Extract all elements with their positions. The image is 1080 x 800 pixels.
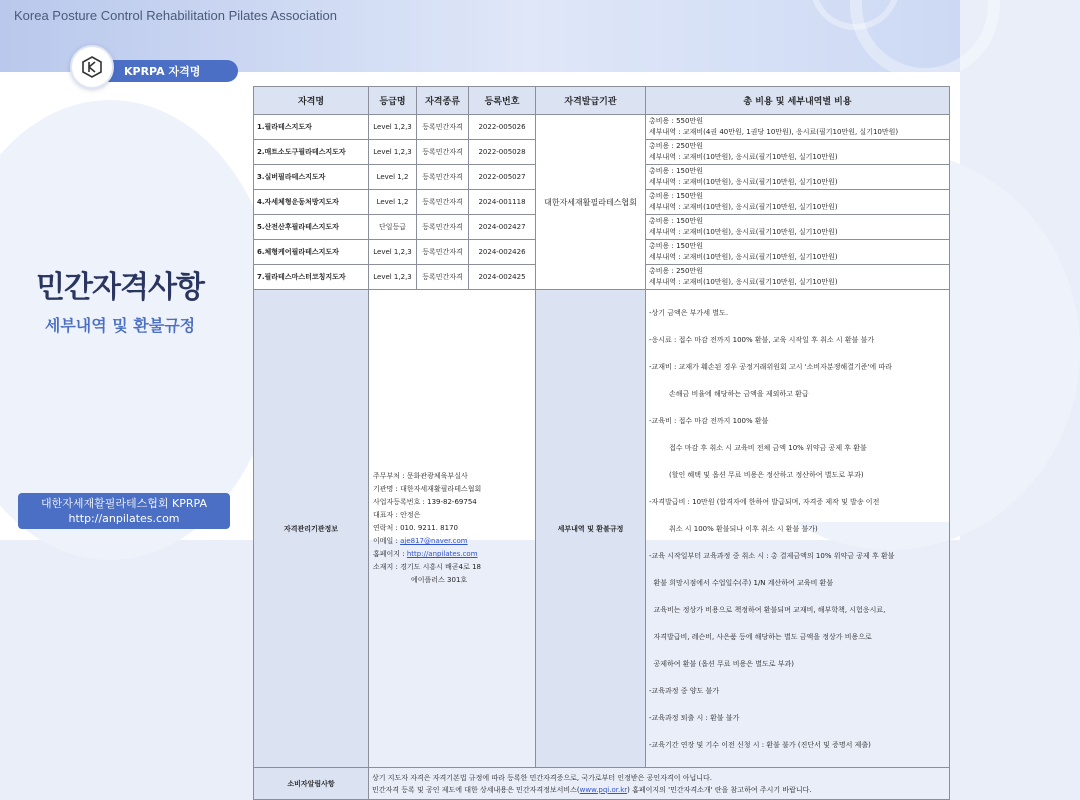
issuer-cell: 대한자세재활필라테스협회 [536, 115, 646, 290]
cost-detail: 세부내역 : 교재비(10만원), 응시료(필기10만원, 실기10만원) [649, 253, 838, 261]
cost-total: 총비용 : 150만원 [649, 242, 703, 250]
refund-line: 교육비는 정상가 비용으로 책정하여 환불되며 교재비, 해부학책, 시험응시료, [649, 606, 886, 614]
refund-line: (할인 혜택 및 옵션 무료 비용은 정산하고 정산하여 별도로 부과) [649, 471, 864, 479]
cost-cell [646, 215, 950, 240]
consumer-label: 소비자알림사항 [254, 768, 369, 800]
registration-cell: 2022-005027 [469, 165, 536, 190]
cost-cell [646, 165, 950, 190]
table-header-row [254, 87, 950, 115]
refund-line: 손해금 비율에 해당하는 금액을 제외하고 환급 [649, 390, 809, 398]
footer-org: 대한자세재활필라테스협회 KPRPA [41, 497, 207, 510]
cost-cell [646, 240, 950, 265]
kprpa-badge [92, 60, 238, 82]
cost-total: 총비용 : 250만원 [649, 267, 703, 275]
cost-total: 총비용 : 250만원 [649, 142, 703, 150]
cost-cell [646, 140, 950, 165]
registration-cell: 2024-002425 [469, 265, 536, 290]
agency-info-cell [369, 290, 536, 768]
consumer-notice-line [372, 784, 946, 796]
header-cell: 등급명 [369, 87, 417, 115]
consumer-text: 민간자격 등록 및 공인 제도에 대한 상세내용은 민간자격정보서비스( [372, 785, 580, 794]
cost-detail: 세부내역 : 교재비(10만원), 응시료(필기10만원, 실기10만원) [649, 203, 838, 211]
cost-detail: 세부내역 : 교재비(4권 40만원, 1권당 10만원), 응시료(필기10만원, 실기10만원) [649, 128, 899, 136]
registration-cell: 2022-005026 [469, 115, 536, 140]
type-cell: 등록민간자격 [417, 165, 469, 190]
agency-info-line: 기관명 : 대한자세재활필라테스협회 [373, 485, 482, 493]
cost-cell [646, 190, 950, 215]
registration-cell: 2024-002427 [469, 215, 536, 240]
page-title: 민간자격사항 [36, 270, 204, 305]
header-cell: 등록번호 [469, 87, 536, 115]
table-row [254, 115, 950, 140]
logo-icon [80, 55, 104, 79]
refund-line: -상기 금액은 부가세 별도. [649, 309, 729, 317]
refund-policy-cell [646, 290, 950, 768]
refund-line: 자격발급비, 레슨비, 사은품 등에 해당하는 별도 금액을 정상가 비용으로 [649, 633, 872, 641]
type-cell: 등록민간자격 [417, 240, 469, 265]
type-cell: 등록민간자격 [417, 115, 469, 140]
refund-line: 접수 마감 후 취소 시 교육비 전체 금액 10% 위약금 공제 후 환불 [649, 444, 867, 452]
refund-line: -응시료 : 접수 마감 전까지 100% 환불, 교육 시작일 후 취소 시 환불 불가 [649, 336, 875, 344]
cost-detail: 세부내역 : 교재비(10만원), 응시료(필기10만원, 실기10만원) [649, 228, 838, 236]
email-link[interactable]: aje817@naver.com [400, 537, 468, 545]
table-row-agency [254, 290, 950, 768]
page-subtitle: 세부내역 및 환불규정 [44, 316, 196, 335]
refund-line: -교재비 : 교재가 훼손된 경우 공정거래위원회 고시 '소비자분쟁해결기준'에 따라 [649, 363, 892, 371]
grade-cell: Level 1,2,3 [369, 265, 417, 290]
consumer-notice-cell [369, 768, 950, 800]
agency-info-line: 연락처 : 010. 9211. 8170 [373, 524, 458, 532]
header-cell: 자격명 [254, 87, 369, 115]
refund-line: -교육기간 연장 및 기수 이전 신청 시 : 환불 불가 (진단서 및 증명서 제출) [649, 741, 871, 749]
cost-total: 총비용 : 150만원 [649, 167, 703, 175]
type-cell: 등록민간자격 [417, 265, 469, 290]
agency-homepage-line [373, 548, 532, 561]
organization-title: Korea Posture Control Rehabilitation Pilates Association [14, 8, 338, 23]
type-cell: 등록민간자격 [417, 215, 469, 240]
qualification-name: 3.실버필라테스지도자 [254, 165, 369, 190]
refund-line: -자격발급비 : 10만원 (합격자에 한하여 발급되며, 자격증 제작 및 발송 이전 [649, 498, 880, 506]
refund-line: -교육과정 중 양도 불가 [649, 687, 720, 695]
refund-line: -교육과정 퇴출 시 : 환불 불가 [649, 714, 740, 722]
agency-info-line: 사업자등록번호 : 139-82-69754 [373, 498, 477, 506]
grade-cell: Level 1,2,3 [369, 240, 417, 265]
refund-label: 세부내역 및 환불규정 [536, 290, 646, 768]
agency-info-line: 소재지 : 경기도 시흥시 배곧4로 18 [373, 563, 481, 571]
cost-detail: 세부내역 : 교재비(10만원), 응시료(필기10만원, 실기10만원) [649, 153, 838, 161]
kprpa-logo [70, 45, 114, 89]
consumer-text: ) 홈페이지의 '민간자격소개' 란을 참고하여 주시기 바랍니다. [627, 785, 812, 794]
cost-total: 총비용 : 150만원 [649, 217, 703, 225]
type-cell: 등록민간자격 [417, 140, 469, 165]
registration-cell: 2024-001118 [469, 190, 536, 215]
grade-cell: 단일등급 [369, 215, 417, 240]
agency-info-line: 에이플러스 301호 [411, 576, 468, 584]
agency-label: 자격관리기관정보 [254, 290, 369, 768]
header-cell: 자격발급기관 [536, 87, 646, 115]
header-cell: 자격종류 [417, 87, 469, 115]
pqi-link[interactable]: www.pqi.or.kr [579, 785, 628, 794]
cost-cell [646, 115, 950, 140]
qualification-sheet [253, 86, 949, 794]
grade-cell: Level 1,2,3 [369, 115, 417, 140]
grade-cell: Level 1,2 [369, 190, 417, 215]
cost-total: 총비용 : 550만원 [649, 117, 703, 125]
agency-info-line: 주무부처 : 문화관광체육부실사 [373, 472, 468, 480]
agency-info-line: 대표자 : 안정은 [373, 511, 421, 519]
qualification-name: 4.자세체형운동처방지도자 [254, 190, 369, 215]
qualification-name: 1.필라테스지도자 [254, 115, 369, 140]
homepage-prefix: 홈페이지 : [373, 550, 407, 558]
qualification-name: 7.필라테스마스터코칭지도자 [254, 265, 369, 290]
email-prefix: 이메일 : [373, 537, 401, 545]
registration-cell: 2022-005028 [469, 140, 536, 165]
grade-cell: Level 1,2 [369, 165, 417, 190]
consumer-notice-line: 상기 지도자 자격은 자격기본법 규정에 따라 등록한 민간자격증으로, 국가로부터 인정받은 공인자격이 아닙니다. [372, 773, 712, 782]
agency-email-line [373, 535, 532, 548]
refund-line: -교육비 : 접수 마감 전까지 100% 환불 [649, 417, 769, 425]
refund-line: 취소 시 100% 환불되나 이후 취소 시 환불 불가) [649, 525, 818, 533]
qualification-name: 6.체형케어필라테스지도자 [254, 240, 369, 265]
registration-cell: 2024-002426 [469, 240, 536, 265]
cost-detail: 세부내역 : 교재비(10만원), 응시료(필기10만원, 실기10만원) [649, 178, 838, 186]
header-cell: 총 비용 및 세부내역별 비용 [646, 87, 950, 115]
table-row-consumer [254, 768, 950, 800]
refund-line: 공제하여 환불 (옵션 무료 비용은 별도로 부과) [649, 660, 794, 668]
refund-line: 환불 희망시점에서 수업일수(주) 1/N 계산하여 교육비 환불 [649, 579, 834, 587]
cost-detail: 세부내역 : 교재비(10만원), 응시료(필기10만원, 실기10만원) [649, 278, 838, 286]
footer-contact [18, 493, 230, 529]
footer-url[interactable]: http://anpilates.com [68, 512, 180, 525]
qualification-table [253, 86, 950, 800]
refund-line: -교육 시작일부터 교육과정 중 취소 시 : 총 결제금액의 10% 위약금 공제 후 환불 [649, 552, 895, 560]
qualification-name: 2.매트소도구필라테스지도자 [254, 140, 369, 165]
type-cell: 등록민간자격 [417, 190, 469, 215]
cost-total: 총비용 : 150만원 [649, 192, 703, 200]
qualification-name: 5.산전산후필라테스지도자 [254, 215, 369, 240]
homepage-link[interactable]: http://anpilates.com [406, 550, 478, 558]
badge-label: KPRPA 자격명 [124, 65, 201, 78]
grade-cell: Level 1,2,3 [369, 140, 417, 165]
cost-cell [646, 265, 950, 290]
